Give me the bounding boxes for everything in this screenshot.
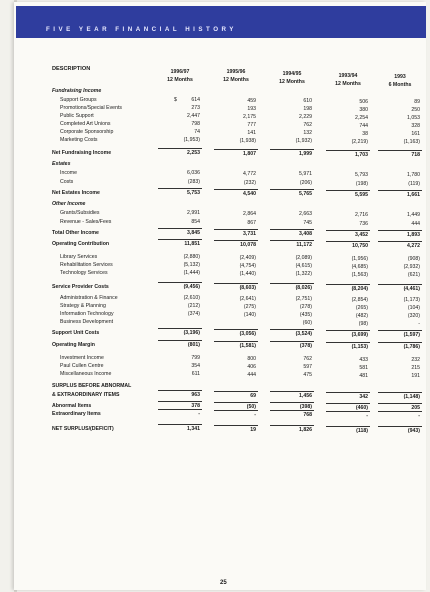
subtotal-rule [326, 426, 370, 427]
description-heading: DESCRIPTION [52, 66, 91, 72]
column-year: 1995/96 [226, 69, 246, 75]
cell-value: (1,932) [295, 138, 312, 145]
row-label: Extraordinary Items [52, 411, 101, 417]
subtotal-rule [378, 150, 422, 151]
table-row [0, 201, 430, 208]
table-row [0, 105, 430, 112]
cell-value: 1,999 [299, 151, 312, 158]
column-header [326, 72, 370, 88]
subtotal-rule [378, 284, 422, 285]
cell-value: 762 [303, 356, 312, 363]
cell-value: 5,793 [355, 171, 368, 178]
cell-value: (1,581) [239, 342, 256, 349]
table-row [0, 342, 430, 349]
cell-value: 2,229 [299, 114, 312, 121]
cell-value: 1,807 [243, 150, 256, 157]
cell-value: - [418, 413, 420, 420]
cell-value: (4,754) [239, 262, 256, 269]
column-period: 12 Months [223, 77, 249, 83]
column-year: 1996/97 [170, 69, 190, 75]
cell-value: (621) [407, 272, 420, 279]
subtotal-rule [214, 329, 258, 330]
subtotal-rule [270, 329, 314, 330]
page-number: 25 [220, 580, 227, 586]
subtotal-rule [158, 148, 202, 149]
subtotal-rule [214, 189, 258, 190]
cell-value: 2,447 [187, 113, 200, 119]
row-label: Support Groups [60, 97, 97, 103]
table-row [0, 170, 430, 177]
subtotal-rule [270, 283, 314, 284]
table-row [0, 241, 430, 248]
subtotal-rule [214, 240, 258, 241]
subtotal-rule [326, 190, 370, 191]
subtotal-rule [158, 424, 202, 425]
row-label: Completed Art Unions [60, 121, 111, 127]
cell-value: (1,163) [403, 139, 420, 146]
cell-value: 3,845 [187, 230, 200, 236]
cell-value: 3,452 [355, 231, 368, 238]
cell-value: (460) [355, 404, 368, 411]
cell-value: 1,661 [407, 192, 420, 199]
cell-value: (118) [356, 427, 368, 434]
table-row [0, 129, 430, 136]
row-label: Rehabilitation Services [60, 262, 113, 268]
row-label: Library Services [60, 254, 98, 260]
cell-value: (1,597) [403, 332, 420, 339]
cell-value: (140) [243, 311, 256, 318]
subtotal-rule [378, 230, 422, 231]
subtotal-rule [270, 229, 314, 230]
table-row [0, 262, 430, 269]
subtotal-rule [326, 230, 370, 231]
cell-value: (1,444) [183, 270, 200, 276]
table-row [0, 190, 430, 197]
cell-value: (2,641) [239, 295, 256, 302]
subtotal-rule [326, 342, 370, 343]
subtotal-rule [378, 403, 422, 404]
cell-value: (3,524) [295, 331, 312, 338]
subtotal-rule [378, 241, 422, 242]
cell-value: 581 [359, 364, 368, 371]
cell-value: (2,219) [351, 138, 368, 145]
subtotal-rule [270, 240, 314, 241]
row-label: Marketing Costs [60, 137, 98, 143]
cell-value: 475 [303, 372, 312, 379]
cell-value: 867 [247, 219, 256, 226]
cell-value: 1,341 [187, 426, 200, 432]
table-row [0, 295, 430, 302]
cell-value: 736 [359, 220, 368, 227]
cell-value: 4,772 [243, 170, 256, 177]
row-label: Revenue - Sales/Fees [60, 219, 112, 225]
subtotal-rule [270, 425, 314, 426]
cell-value: 6,036 [187, 170, 200, 176]
row-label: Administration & Finance [60, 295, 118, 301]
row-label: SURPLUS BEFORE ABNORMAL [52, 383, 132, 389]
cell-value: (1,938) [239, 137, 256, 144]
cell-value: - [418, 321, 420, 328]
table-row [0, 150, 430, 157]
cell-value: 444 [247, 371, 256, 378]
table-row [0, 161, 430, 168]
subtotal-rule [158, 401, 202, 402]
row-label: Information Technology [60, 311, 114, 317]
subtotal-rule [326, 403, 370, 404]
cell-value: (5,132) [183, 262, 200, 268]
table-row [0, 113, 430, 120]
row-label: Abnormal Items [52, 403, 92, 409]
cell-value: 1,456 [299, 393, 312, 400]
cell-value: (50) [246, 403, 256, 410]
cell-value: 597 [303, 364, 312, 371]
cell-value: (98) [358, 320, 368, 327]
subtotal-rule [378, 392, 422, 393]
table-row [0, 97, 430, 104]
cell-value: (3,196) [183, 330, 200, 336]
cell-value: 380 [359, 106, 368, 113]
cell-value: 205 [411, 405, 420, 412]
row-label: Net Estates Income [52, 190, 100, 196]
cell-value: - [198, 411, 200, 417]
row-label: Paul Cullen Centre [60, 363, 104, 369]
column-header [214, 68, 258, 84]
subtotal-rule [214, 391, 258, 392]
cell-value: (8,603) [239, 284, 256, 291]
cell-value: 744 [359, 122, 368, 129]
table-row [0, 270, 430, 277]
cell-value: 800 [247, 355, 256, 362]
subtotal-rule [270, 402, 314, 403]
row-label: Operating Contribution [52, 241, 110, 247]
cell-value: 614 [191, 97, 200, 103]
cell-value: (8,026) [295, 285, 312, 292]
table-row [0, 319, 430, 326]
row-label: Corporate Sponsorship [60, 129, 114, 135]
cell-value: (2,854) [351, 296, 368, 303]
subtotal-rule [158, 328, 202, 329]
cell-value: (943) [407, 428, 420, 435]
row-label: Total Other Income [52, 230, 99, 236]
cell-value: (4,685) [351, 263, 368, 270]
cell-value: 1,780 [407, 172, 420, 179]
cell-value: 481 [359, 372, 368, 379]
cell-value: (206) [299, 180, 312, 187]
cell-value: (2,932) [403, 264, 420, 271]
row-label: Fundraising Income [52, 88, 102, 94]
cell-value: 74 [194, 129, 200, 135]
subtotal-rule [326, 150, 370, 151]
cell-value: (3,056) [239, 330, 256, 337]
cell-value: 1,826 [299, 427, 312, 434]
cell-value: 198 [303, 106, 312, 113]
row-label: Support Unit Costs [52, 330, 100, 336]
cell-value: (275) [243, 303, 256, 310]
subtotal-rule [270, 391, 314, 392]
cell-value: (398) [299, 404, 312, 411]
table-row [0, 330, 430, 337]
cell-value: (232) [243, 179, 256, 186]
table-row [0, 219, 430, 226]
table-row [0, 254, 430, 261]
cell-value: 161 [411, 131, 420, 138]
row-label: Technology Services [60, 270, 108, 276]
cell-value: 4,272 [407, 243, 420, 250]
subtotal-rule [378, 426, 422, 427]
subtotal-rule [158, 188, 202, 189]
column-header [270, 70, 314, 86]
cell-value: 459 [247, 97, 256, 104]
cell-value: (1,153) [351, 343, 368, 350]
cell-value: (4,615) [295, 263, 312, 270]
cell-value: 273 [191, 105, 200, 111]
cell-value: 2,175 [243, 113, 256, 120]
cell-value: (1,786) [403, 344, 420, 351]
cell-value: 5,595 [355, 191, 368, 198]
column-year: 1993 [394, 74, 406, 80]
cell-value: 2,716 [355, 211, 368, 218]
table-row [0, 392, 430, 399]
cell-value: (1,953) [183, 137, 200, 143]
cell-value: (482) [355, 312, 368, 319]
row-label: Other Income [52, 201, 86, 207]
cell-value: 1,703 [355, 151, 368, 158]
cell-value: 444 [411, 221, 420, 228]
cell-value: 38 [362, 130, 368, 137]
cell-value: 1,893 [407, 232, 420, 239]
cell-value: 2,864 [243, 210, 256, 217]
subtotal-rule [158, 409, 202, 410]
subtotal-rule [326, 241, 370, 242]
subtotal-rule [270, 189, 314, 190]
subtotal-rule [158, 228, 202, 229]
cell-value: (1,148) [403, 394, 420, 401]
cell-value: 3,731 [243, 230, 256, 237]
cell-value: (60) [302, 320, 312, 327]
subtotal-rule [158, 390, 202, 391]
row-label: Miscellaneous Income [60, 371, 112, 377]
table-row [0, 355, 430, 362]
cell-value: 4,540 [243, 190, 256, 197]
cell-value: - [366, 412, 368, 419]
row-label: Business Development [60, 319, 114, 325]
row-label: Operating Margin [52, 342, 95, 348]
table-row [0, 284, 430, 291]
column-period: 12 Months [167, 77, 193, 83]
subtotal-rule [214, 149, 258, 150]
cell-value: (1,322) [295, 271, 312, 278]
cell-value: (2,089) [295, 255, 312, 262]
subtotal-rule [214, 229, 258, 230]
subtotal-rule [326, 411, 370, 412]
cell-value: 3,408 [299, 231, 312, 238]
cell-value: 11,851 [184, 241, 200, 247]
cell-value: 2,254 [355, 114, 368, 121]
cell-value: 433 [359, 356, 368, 363]
table-row [0, 363, 430, 370]
cell-value: 19 [250, 426, 256, 433]
cell-value: 191 [411, 373, 420, 380]
cell-value: (908) [407, 256, 420, 263]
cell-value: (8,204) [351, 285, 368, 292]
column-year: 1993/94 [338, 73, 358, 79]
cell-value: 610 [303, 98, 312, 105]
cell-value: (1,440) [239, 270, 256, 277]
cell-value: 5,753 [187, 190, 200, 196]
cell-value: 10,078 [240, 241, 256, 248]
cell-value: (374) [187, 311, 200, 317]
row-label: Service Provider Costs [52, 284, 109, 290]
table-row [0, 230, 430, 237]
cell-value: (435) [299, 312, 312, 319]
cell-value: 762 [303, 122, 312, 129]
cell-value: (320) [407, 313, 420, 320]
table-row [0, 88, 430, 95]
table-row [0, 179, 430, 186]
cell-value: (283) [187, 179, 200, 185]
cell-value: (2,751) [295, 296, 312, 303]
table-row [0, 137, 430, 144]
cell-value: 1,449 [407, 212, 420, 219]
row-label: Promotions/Special Events [60, 105, 122, 111]
currency-symbol: $ [174, 97, 177, 103]
subtotal-rule [378, 330, 422, 331]
column-period: 12 Months [279, 79, 305, 85]
cell-value: (2,409) [239, 254, 256, 261]
row-label: Investment Income [60, 355, 104, 361]
header-banner [16, 6, 426, 38]
cell-value: (2,880) [183, 254, 200, 260]
cell-value: 506 [359, 98, 368, 105]
cell-value: (1,173) [403, 297, 420, 304]
subtotal-rule [378, 342, 422, 343]
cell-value: (278) [299, 304, 312, 311]
cell-value: (119) [408, 181, 420, 188]
subtotal-rule [214, 410, 258, 411]
row-label: Income [60, 170, 78, 176]
cell-value: 2,663 [299, 211, 312, 218]
cell-value: 11,172 [296, 242, 312, 249]
cell-value: 745 [303, 220, 312, 227]
row-label: Strategy & Planning [60, 303, 106, 309]
cell-value: (1,956) [351, 255, 368, 262]
subtotal-rule [158, 282, 202, 283]
cell-value: 5,971 [299, 171, 312, 178]
cell-value: 141 [247, 129, 256, 136]
cell-value: 232 [411, 357, 420, 364]
cell-value: (265) [355, 304, 368, 311]
table-row [0, 311, 430, 318]
cell-value: 611 [191, 371, 200, 377]
cell-value: (2,610) [183, 295, 200, 301]
subtotal-rule [158, 340, 202, 341]
subtotal-rule [326, 284, 370, 285]
row-label: Grants/Subsidies [60, 210, 100, 216]
column-header [378, 73, 422, 89]
subtotal-rule [378, 411, 422, 412]
cell-value: (801) [187, 342, 200, 348]
row-label: Costs [60, 179, 74, 185]
cell-value: 718 [411, 152, 420, 159]
cell-value: 354 [191, 363, 200, 369]
cell-value: 5,765 [299, 191, 312, 198]
cell-value: (4,461) [403, 286, 420, 293]
cell-value: (9,456) [183, 284, 200, 290]
table-row [0, 303, 430, 310]
cell-value: 963 [191, 392, 200, 398]
cell-value: 798 [191, 121, 200, 127]
row-label: Net Fundraising Income [52, 150, 112, 156]
row-label: Public Support [60, 113, 94, 119]
cell-value: 378 [191, 403, 200, 409]
cell-value: - [254, 411, 256, 418]
subtotal-rule [326, 392, 370, 393]
cell-value: 193 [247, 105, 256, 112]
cell-value: 89 [414, 99, 420, 106]
cell-value: 1,053 [407, 115, 420, 122]
cell-value: 69 [250, 392, 256, 399]
cell-value: 2,991 [187, 210, 200, 216]
table-row [0, 383, 430, 390]
cell-value: 10,750 [352, 242, 368, 249]
subtotal-rule [214, 283, 258, 284]
cell-value: (212) [187, 303, 200, 309]
cell-value: (1,563) [351, 271, 368, 278]
cell-value: 854 [191, 219, 200, 225]
cell-value: 2,253 [187, 150, 200, 156]
row-label: Estates [52, 161, 71, 167]
banner-title: FIVE YEAR FINANCIAL HISTORY [46, 26, 237, 33]
column-header [158, 68, 202, 84]
subtotal-rule [378, 190, 422, 191]
subtotal-rule [214, 341, 258, 342]
cell-value: (198) [355, 180, 368, 187]
subtotal-rule [270, 410, 314, 411]
cell-value: 215 [411, 365, 420, 372]
cell-value: 342 [359, 393, 368, 400]
cell-value: 328 [411, 123, 420, 130]
cell-value: (104) [407, 305, 420, 312]
column-period: 12 Months [335, 81, 361, 87]
table-row [0, 121, 430, 128]
row-label: NET SURPLUS/(DEFICIT) [52, 426, 114, 432]
cell-value: 768 [303, 412, 312, 419]
cell-value: 777 [247, 121, 256, 128]
column-year: 1994/95 [282, 71, 302, 77]
subtotal-rule [270, 149, 314, 150]
subtotal-rule [326, 330, 370, 331]
subtotal-rule [214, 425, 258, 426]
table-row [0, 371, 430, 378]
cell-value: (378) [299, 343, 312, 350]
cell-value: 406 [247, 363, 256, 370]
cell-value: (3,699) [351, 331, 368, 338]
cell-value: 799 [191, 355, 200, 361]
column-period: 6 Months [388, 82, 412, 88]
table-row [0, 210, 430, 217]
table-row [0, 411, 430, 418]
subtotal-rule [214, 402, 258, 403]
subtotal-rule [270, 341, 314, 342]
row-label: & EXTRAORDINARY ITEMS [52, 392, 120, 398]
cell-value: 132 [303, 130, 312, 137]
table-row [0, 426, 430, 433]
subtotal-rule [158, 239, 202, 240]
cell-value: 250 [411, 107, 420, 114]
